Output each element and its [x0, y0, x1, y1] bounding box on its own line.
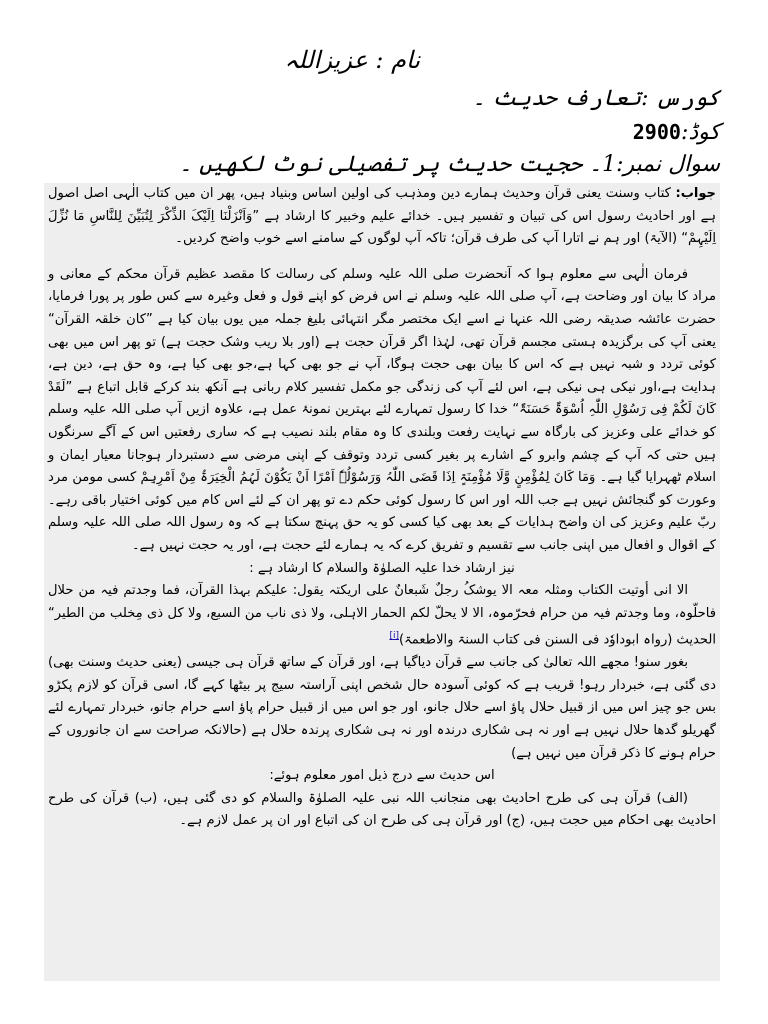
answer-paragraph-1-text: کتاب وسنت یعنی قرآن وحدیث ہمارے دین ومذہب کی اولین اساس وبنیاد ہیں، پھر ان میں کتاب الٰہی اصل اصول ہے اور احادیث رسول اس کی تبیان و تفسیر ہیں۔ خدائے علیم وخبیر کا ارشاد ہے ”وَاَنْزَلْنَا اِلَیْکَ الذِّکْرَ لِتُبَیِّنَ لِلنَّاسِ مَا نُزِّلَ اِلَیْہِمْ“ (الآیۃ) اور ہم نے اتارا آپ کی طرف قرآن؛ تاکہ آپ لوگوں کے سامنے اسے خوب واضح کردیں۔ — [48, 186, 716, 247]
course-code — [633, 120, 720, 145]
course-code-label: کوڈ: — [680, 120, 720, 145]
answer-paragraph-5: بغور سنو! مجھے اللہ تعالیٰ کی جانب سے قرآن دیاگیا ہے، اور قرآن کے ساتھ قرآن ہی جیسی (یعنی حدیث وسنت بھی) دی گئی ہے، خبردار رہو! قریب ہے کہ کوئی آسودہ حال شخص اپنی آراستہ سیج پر بیٹھا کہے گا، اسی قرآن کو لازم پکڑو بس جو چیز اس میں از قبیل حلال پاؤ اسے حلال جانو، اور جو اس میں از قبیل حرام پاؤ اسے حرام جانو، خبردار تمہارے لئے گھریلو گدھا حلال نہیں ہے اور نہ ہی شکاری درندہ اور نہ ہی شکاری پرندہ حلال ہے (حالانکہ صراحت سے ان جانوروں کے حرام ہونے کا ذکر قرآن میں نہیں ہے) — [48, 655, 716, 761]
hadith-arabic-text: الا انی أوتیت الکتاب ومثلہ معہ الا یوشکُ رجلٌ شَبعانٌ علی اریکتہ یقول: علیکم بہذا القرآن، فما وجدتم فیہ من حلال فاحلّوہ، وما وجدتم فیہ من حرام فحرّموہ، الا لا یحلّ لکم الحمار الاہلی، ولا ذی ناب من السبع، ولا کل ذی مِخلب من الطیر“ الحدیث (رواہ ابوداوٗد فی السنن فی کتاب السنۃ والاطعمۃ) — [48, 583, 716, 648]
answer-paragraph-6: اس حدیث سے درج ذیل امور معلوم ہوئے: — [269, 768, 495, 784]
student-name: نام : عزیزاللہ — [284, 46, 420, 74]
course-code-value: 2900 — [632, 120, 681, 144]
hadith-arabic — [48, 580, 716, 652]
answer-paragraph-3: نیز ارشاد خدا علیہ الصلوٰۃ والسلام کا ارشاد ہے : — [249, 560, 515, 576]
answer-paragraph-1 — [48, 183, 716, 251]
document-header — [48, 40, 720, 190]
footnote-link[interactable]: [i] — [389, 631, 399, 642]
answer-paragraph-7: (الف) قرآن ہی کی طرح احادیث بھی منجانب اللہ نبی علیہ الصلوٰۃ والسلام کو دی گئی ہیں، (ب) قرآن کی طرح احادیث بھی احکام میں حجت ہیں، (ج) اور قرآن ہی کی طرح ان کی اتباع اور ان پر عمل لازم ہے۔ — [48, 790, 716, 829]
answer-label: جواب: — [675, 186, 716, 201]
question-title: سوال نمبر:1۔ حجیت حدیث پر تفصیلی نوٹ لکھیں ۔ — [179, 152, 720, 177]
answer-paragraph-2: فرمان الٰہی سے معلوم ہوا کہ آنحضرت صلی اللہ علیہ وسلم کی رسالت کا مقصد عظیم قرآن محکم کے معانی و مراد کا بیان اور وضاحت ہے، آپ صلی اللہ علیہ وسلم نے اس فرض کو اپنے قول و فعل وغیرہ سے کس طور پر پورا فرمایا، حضرت عائشہ صدیقہ رضی اللہ عنہا نے اسے ایک مختصر مگر انتہائی بلیغ جملہ میں یوں بیان کیا ہے ”کان خلقہ القرآن“ یعنی آپ کی برگزیدہ ہستی مجسم قرآن تھی، لہٰذا اگر قرآن حجت ہے (اور بلا ریب وشک حجت ہے) تو پھر اس میں بھی کوئی تردد و شبہ نہیں ہے کہ اس کا بیان بھی حجت ہوگا، آپ نے جو بھی کہا ہے،جو بھی کیا ہے، وہ حق ہے، دین ہے، ہدایت ہے،اور نیکی ہی نیکی ہے، اس لئے آپ کی زندگی جو مکمل تفسیر کلام ربانی ہے آنکھ بند کرکے قابل اتباع ہے ”لَقَدْ کَانَ لَکُمْ فِی رَسُوْلِ اللّٰہِ اُسْوَۃٌ حَسَنَۃٌ“ خدا کا رسول تمہارے لئے بہترین نمونۂ عمل ہے، علاوہ ازیں آپ صلی اللہ علیہ وسلم کو خدائے علی وعزیز کی بارگاہ سے نہایت رفعت وبلندی کا وہ مقام بلند نصیب ہے کہ ساری رفعتیں اس کے آگے سرنگوں ہیں حتی کہ آپ کے چشم وابرو کے اشارے پر بغیر کسی تردد وتوقف کے اپنی مرضی سے دستبردار ہوجانا معیار ایمان و اسلام ٹھہرایا گیا ہے۔ وَمَا کَانَ لِمُؤْمِنٍ وَّلَا مُؤْمِنَۃٍ اِذَا قَضَی اللّٰہُ وَرَسُوْلُہٗ اَمْرًا اَنْ یَکُوْنَ لَہُمُ الْخِیَرَۃُ مِنْ اَمْرِہِمْ کسی مومن مرد وعورت کو گنجائش نہیں ہے جب اللہ اور اس کا رسول کوئی حکم دے تو پھر ان کے لئے اس کام میں کوئی اختیار باقی رہے۔ ربّ علیم وعزیز کی ان واضح ہدایات کے بعد بھی کیا کسی کو یہ حق پہنچ سکتا ہے کہ وہ رسول اللہ صلی اللہ علیہ وسلم کے اقوال و افعال میں اپنی جانب سے تقسیم و تفریق کرے کہ یہ ہمارے لئے حجت ہے، اور یہ حجت نہیں ہے۔ — [48, 266, 716, 553]
course-title: کورس :تعارف حدیث ۔ — [472, 86, 720, 111]
answer-body — [44, 183, 720, 981]
